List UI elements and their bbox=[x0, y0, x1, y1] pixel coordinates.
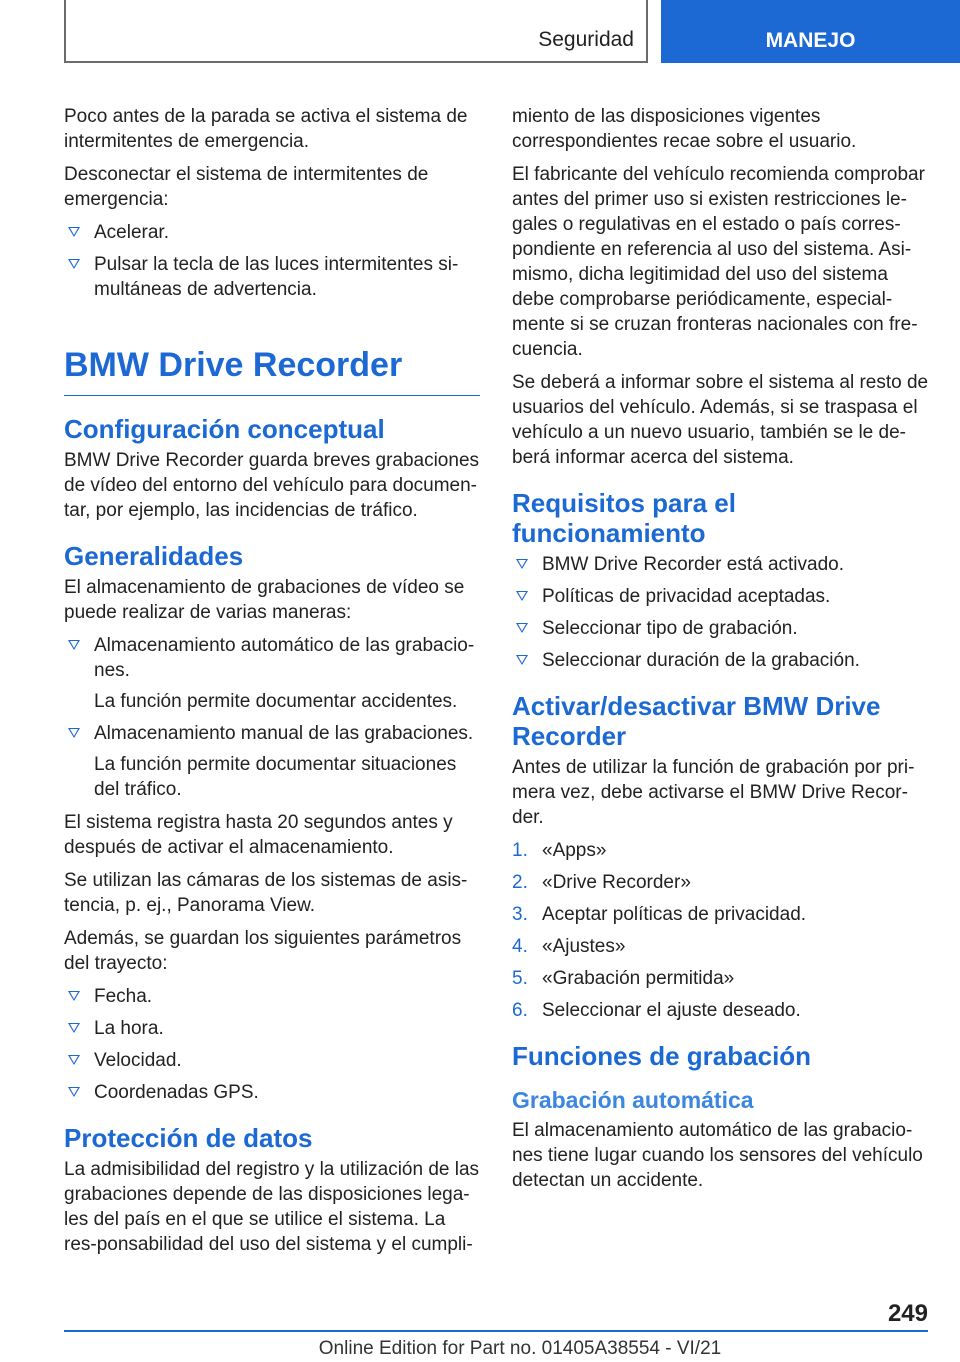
triangle-bullet-icon bbox=[68, 259, 80, 269]
paragraph: Desconectar el sistema de intermitentes de emergencia: bbox=[64, 164, 429, 210]
list-item bbox=[64, 1048, 480, 1073]
chapter-heading: BMW Drive Recorder bbox=[64, 346, 480, 396]
list-item-text: BMW Drive Recorder está activado. bbox=[542, 554, 844, 575]
triangle-bullet-icon bbox=[68, 1023, 80, 1033]
paragraph: El fabricante del vehículo recomienda comprobar antes del primer uso si existen restricciones le-gales o regulativas en el estado o país corres-pondiente en referencia al uso del sistema. Asi-mismo, dicha legitimidad del uso del sistema debe comprobarse periódicamente, especial-mente si se cruzan fronteras nacionales con fre-cuencia. bbox=[512, 164, 925, 360]
triangle-bullet-icon bbox=[516, 591, 528, 601]
right-column bbox=[512, 104, 930, 1201]
list-item bbox=[64, 984, 480, 1009]
subsection-heading: Grabación automática bbox=[512, 1087, 754, 1113]
section-heading: Activar/desactivar BMW Drive Recorder bbox=[512, 691, 881, 751]
list-item bbox=[512, 966, 930, 991]
header-chapter-tab[interactable]: MANEJO bbox=[661, 0, 960, 63]
list-item-text: Almacenamiento manual de las grabaciones. bbox=[94, 723, 474, 744]
step-number: 1. bbox=[512, 840, 528, 861]
list-item bbox=[64, 1016, 480, 1041]
list-item-text: Coordenadas GPS. bbox=[94, 1082, 259, 1103]
section-heading: Requisitos para el funcionamiento bbox=[512, 488, 736, 548]
triangle-bullet-icon bbox=[68, 227, 80, 237]
header-section-title: Seguridad bbox=[538, 28, 634, 51]
list-item-text: Políticas de privacidad aceptadas. bbox=[542, 586, 831, 607]
list-item-text: Seleccionar duración de la grabación. bbox=[542, 650, 860, 671]
left-column bbox=[64, 104, 480, 1265]
section-heading: Generalidades bbox=[64, 541, 244, 571]
section-heading: Funciones de grabación bbox=[512, 1041, 812, 1071]
triangle-bullet-icon bbox=[516, 623, 528, 633]
bullet-list bbox=[64, 220, 480, 302]
list-item bbox=[64, 220, 480, 245]
page-number: 249 bbox=[887, 1300, 928, 1327]
paragraph: El almacenamiento de grabaciones de vídeo se puede realizar de varias maneras: bbox=[64, 577, 465, 623]
paragraph: El almacenamiento automático de las grabacio-nes tiene lugar cuando los sensores del vehículo detectan un accidente. bbox=[512, 1120, 923, 1191]
list-item bbox=[512, 648, 930, 673]
triangle-bullet-icon bbox=[68, 640, 80, 650]
list-item-text: Seleccionar tipo de grabación. bbox=[542, 618, 798, 639]
list-item-text: Pulsar la tecla de las luces intermitentes si-multáneas de advertencia. bbox=[94, 254, 459, 300]
list-item-text: Acelerar. bbox=[94, 222, 169, 243]
step-text: Aceptar políticas de privacidad. bbox=[542, 904, 807, 925]
step-text: «Drive Recorder» bbox=[542, 872, 691, 893]
step-number: 6. bbox=[512, 1000, 528, 1021]
bullet-list bbox=[64, 984, 480, 1105]
paragraph: La admisibilidad del registro y la utilización de las grabaciones depende de las disposiciones lega-les del país en el que se utilice el sistema. La res-ponsabilidad del uso del sistema y el cumpli- bbox=[64, 1159, 480, 1255]
list-item bbox=[512, 870, 930, 895]
paragraph: Antes de utilizar la función de grabación por pri-mera vez, debe activarse el BMW Drive Recor-der. bbox=[512, 757, 915, 828]
footer-edition: Online Edition for Part no. 01405A38554 - VI/21 bbox=[318, 1338, 722, 1359]
triangle-bullet-icon bbox=[68, 991, 80, 1001]
triangle-bullet-icon bbox=[68, 1055, 80, 1065]
step-text: «Grabación permitida» bbox=[542, 968, 735, 989]
section-heading: Configuración conceptual bbox=[64, 414, 385, 444]
step-number: 5. bbox=[512, 968, 528, 989]
paragraph: BMW Drive Recorder guarda breves grabaciones de vídeo del entorno del vehículo para documen-tar, por ejemplo, las incidencias de tráfico. bbox=[64, 450, 480, 521]
section-heading: Protección de datos bbox=[64, 1123, 313, 1153]
triangle-bullet-icon bbox=[68, 728, 80, 738]
step-number: 3. bbox=[512, 904, 528, 925]
paragraph: Poco antes de la parada se activa el sistema de intermitentes de emergencia. bbox=[64, 106, 468, 152]
step-text: Seleccionar el ajuste deseado. bbox=[542, 1000, 801, 1021]
numbered-list bbox=[512, 838, 930, 1023]
list-item-text: La hora. bbox=[94, 1018, 164, 1039]
list-item bbox=[512, 552, 930, 577]
list-item-text: Velocidad. bbox=[94, 1050, 182, 1071]
footer-divider bbox=[64, 1330, 928, 1332]
list-item bbox=[512, 584, 930, 609]
list-item bbox=[512, 902, 930, 927]
list-item-text: Almacenamiento automático de las grabacio-nes. bbox=[94, 635, 475, 681]
triangle-bullet-icon bbox=[516, 559, 528, 569]
header-section-box bbox=[64, 0, 648, 63]
paragraph: Además, se guardan los siguientes parámetros del trayecto: bbox=[64, 928, 462, 974]
bullet-list bbox=[512, 552, 930, 673]
step-text: «Apps» bbox=[542, 840, 607, 861]
list-item bbox=[512, 616, 930, 641]
list-item-text: Fecha. bbox=[94, 986, 153, 1007]
paragraph: El sistema registra hasta 20 segundos antes y después de activar el almacenamiento. bbox=[64, 812, 453, 858]
list-item bbox=[512, 838, 930, 863]
list-item-note: La función permite documentar situaciones del tráfico. bbox=[94, 754, 457, 800]
list-item bbox=[64, 633, 480, 714]
step-number: 2. bbox=[512, 872, 528, 893]
list-item bbox=[512, 934, 930, 959]
step-number: 4. bbox=[512, 936, 528, 957]
step-text: «Ajustes» bbox=[542, 936, 626, 957]
list-item bbox=[64, 1080, 480, 1105]
list-item bbox=[64, 721, 480, 802]
list-item-note: La función permite documentar accidentes. bbox=[94, 691, 458, 712]
triangle-bullet-icon bbox=[68, 1087, 80, 1097]
paragraph: Se utilizan las cámaras de los sistemas de asis-tencia, p. ej., Panorama View. bbox=[64, 870, 468, 916]
paragraph: miento de las disposiciones vigentes correspondientes recae sobre el usuario. bbox=[512, 106, 857, 152]
bullet-list bbox=[64, 633, 480, 802]
paragraph: Se deberá a informar sobre el sistema al resto de usuarios del vehículo. Además, si se traspasa el vehículo a un nuevo usuario, también se le de-berá informar acerca del sistema. bbox=[512, 372, 929, 468]
list-item bbox=[512, 998, 930, 1023]
list-item bbox=[64, 252, 480, 302]
triangle-bullet-icon bbox=[516, 655, 528, 665]
